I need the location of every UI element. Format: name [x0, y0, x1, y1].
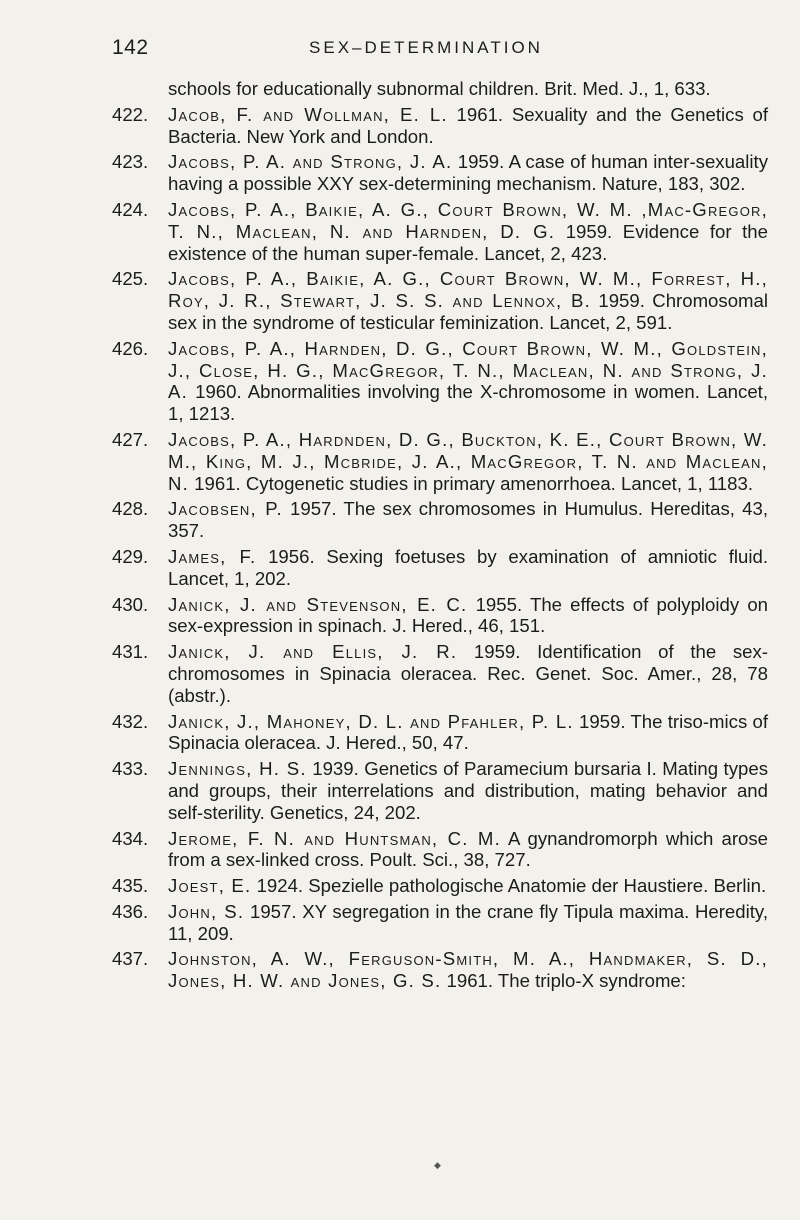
reference-text — [168, 498, 768, 542]
reference-text — [168, 429, 768, 494]
reference-entry — [112, 498, 768, 542]
reference-citation: 1961. Sexuality and the Genetics of Bacteria. New York and London. — [168, 103, 768, 147]
reference-text — [168, 875, 768, 897]
reference-entry — [112, 429, 768, 494]
reference-text — [168, 758, 768, 823]
reference-authors: Jacobsen, P. — [168, 498, 283, 520]
reference-number: 427. — [112, 428, 149, 450]
reference-authors: Jacobs, P. A., Hardnden, D. G., Buckton, K. E., Court Brown, W. M., King, M. J., Mcbride, J. A., MacGregor, T. N. and Maclean, N. — [168, 428, 768, 494]
reference-entry — [112, 875, 768, 897]
reference-number: 434. — [112, 827, 149, 849]
reference-number: 433. — [112, 758, 149, 780]
reference-number: 432. — [112, 710, 149, 732]
reference-text — [168, 151, 768, 195]
reference-entry — [112, 641, 768, 706]
reference-list — [112, 78, 768, 996]
reference-citation: 1959. A case of human inter-sexuality having a possible XXY sex-determining mechanism. Nature, 183, 302. — [168, 151, 768, 195]
reference-authors: Johnston, A. W., Ferguson-Smith, M. A., Handmaker, S. D., Jones, H. W. and Jones, G. S. — [168, 948, 768, 992]
reference-authors: John, S. — [168, 900, 245, 922]
reference-citation: 1939. Genetics of Paramecium bursaria I. Mating types and groups, their interrelations and distribution, mating behavior and self-sterility. Genetics, 24, 202. — [168, 758, 768, 823]
reference-authors: Jacobs, P. A. and Strong, J. A. — [168, 151, 453, 173]
reference-text — [168, 104, 768, 148]
reference-number: 428. — [112, 498, 149, 520]
reference-number: 422. — [112, 103, 149, 125]
reference-citation: 1961. The triplo-X syndrome: — [441, 970, 686, 992]
reference-citation: 1957. The sex chromosomes in Humulus. Hereditas, 43, 357. — [168, 498, 768, 542]
reference-citation: 1956. Sexing foetuses by examination of amniotic fluid. Lancet, 1, 202. — [168, 545, 768, 589]
reference-number: 437. — [112, 948, 149, 970]
reference-entry — [112, 268, 768, 333]
reference-authors: Jacobs, P. A., Harnden, D. G., Court Brown, W. M., Goldstein, J., Close, H. G., MacGregor, T. N., Maclean, N. and Strong, J. A. — [168, 337, 768, 403]
reference-entry — [112, 546, 768, 590]
reference-authors: Janick, J. and Ellis, J. R. — [168, 641, 458, 663]
reference-authors: Joest, E. — [168, 875, 252, 897]
reference-authors: Jacobs, P. A., Baikie, A. G., Court Brown, W. M., Forrest, H., Roy, J. R., Stewart, J. S. S. and Lennox, B. — [168, 268, 768, 312]
reference-number: 426. — [112, 337, 149, 359]
reference-citation: 1955. The effects of polyploidy on sex-expression in spinach. J. Hered., 46, 151. — [168, 593, 769, 637]
reference-text — [168, 268, 768, 333]
reference-number: 436. — [112, 900, 149, 922]
reference-entry — [112, 104, 768, 148]
reference-text — [168, 338, 768, 425]
reference-text — [168, 546, 768, 590]
reference-continuation — [112, 78, 768, 100]
reference-text — [168, 594, 768, 638]
print-speck: ◆ — [434, 1160, 441, 1170]
reference-authors: Janick, J., Mahoney, D. L. and Pfahler, P. L. — [168, 710, 574, 732]
reference-citation: 1924. Spezielle pathologische Anatomie der Haustiere. Berlin. — [251, 875, 767, 897]
reference-authors: Janick, J. and Stevenson, E. C. — [168, 593, 468, 615]
reference-citation: 1960. Abnormalities involving the X-chromosome in women. Lancet, 1, 1213. — [168, 381, 768, 425]
reference-citation: 1959. Chromosomal sex in the syndrome of testicular feminization. Lancet, 2, 591. — [168, 290, 769, 333]
reference-entry — [112, 199, 768, 264]
reference-entry — [112, 948, 768, 992]
page-header — [112, 36, 740, 64]
reference-entry — [112, 711, 768, 755]
reference-number: 423. — [112, 151, 149, 173]
reference-text — [168, 199, 768, 264]
reference-items — [112, 104, 768, 992]
reference-entry — [112, 151, 768, 195]
running-head: SEX–DETERMINATION — [309, 38, 543, 57]
reference-citation: 1959. The triso-mics of Spinacia oleracea. J. Hered., 50, 47. — [168, 710, 768, 754]
reference-text — [168, 901, 768, 945]
reference-citation: 1959. Evidence for the existence of the human super-female. Lancet, 2, 423. — [168, 220, 768, 264]
continuation-text: schools for educationally subnormal children. Brit. Med. J., 1, 633. — [168, 78, 711, 99]
reference-citation: 1959. Identification of the sex-chromosomes in Spinacia oleracea. Rec. Genet. Soc. Amer., 28, 78 (abstr.). — [168, 641, 768, 706]
reference-number: 425. — [112, 268, 149, 290]
reference-citation: A gynandromorph which arose from a sex-linked cross. Poult. Sci., 38, 727. — [168, 827, 768, 871]
reference-authors: Jacob, F. and Wollman, E. L. — [168, 103, 448, 125]
reference-text — [168, 641, 768, 706]
reference-number: 435. — [112, 875, 149, 897]
reference-text — [168, 948, 768, 992]
page-number: 142 — [112, 36, 149, 59]
reference-entry — [112, 901, 768, 945]
reference-text — [168, 828, 768, 872]
reference-citation: 1961. Cytogenetic studies in primary amenorrhoea. Lancet, 1, 1183. — [189, 472, 753, 494]
reference-entry — [112, 828, 768, 872]
reference-entry — [112, 594, 768, 638]
reference-number: 429. — [112, 545, 149, 567]
reference-authors: Jennings, H. S. — [168, 758, 307, 780]
reference-text — [168, 711, 768, 755]
reference-citation: 1957. XY segregation in the crane fly Tipula maxima. Heredity, 11, 209. — [168, 900, 768, 944]
reference-number: 430. — [112, 593, 149, 615]
reference-number: 424. — [112, 198, 149, 220]
reference-authors: James, F. — [168, 545, 257, 567]
reference-entry — [112, 758, 768, 823]
reference-number: 431. — [112, 641, 149, 663]
reference-authors: Jerome, F. N. and Huntsman, C. M. — [168, 827, 501, 849]
reference-entry — [112, 338, 768, 425]
reference-authors: Jacobs, P. A., Baikie, A. G., Court Brown, W. M. ,Mac-Gregor, T. N., Maclean, N. and Harnden, D. G. — [168, 198, 768, 242]
